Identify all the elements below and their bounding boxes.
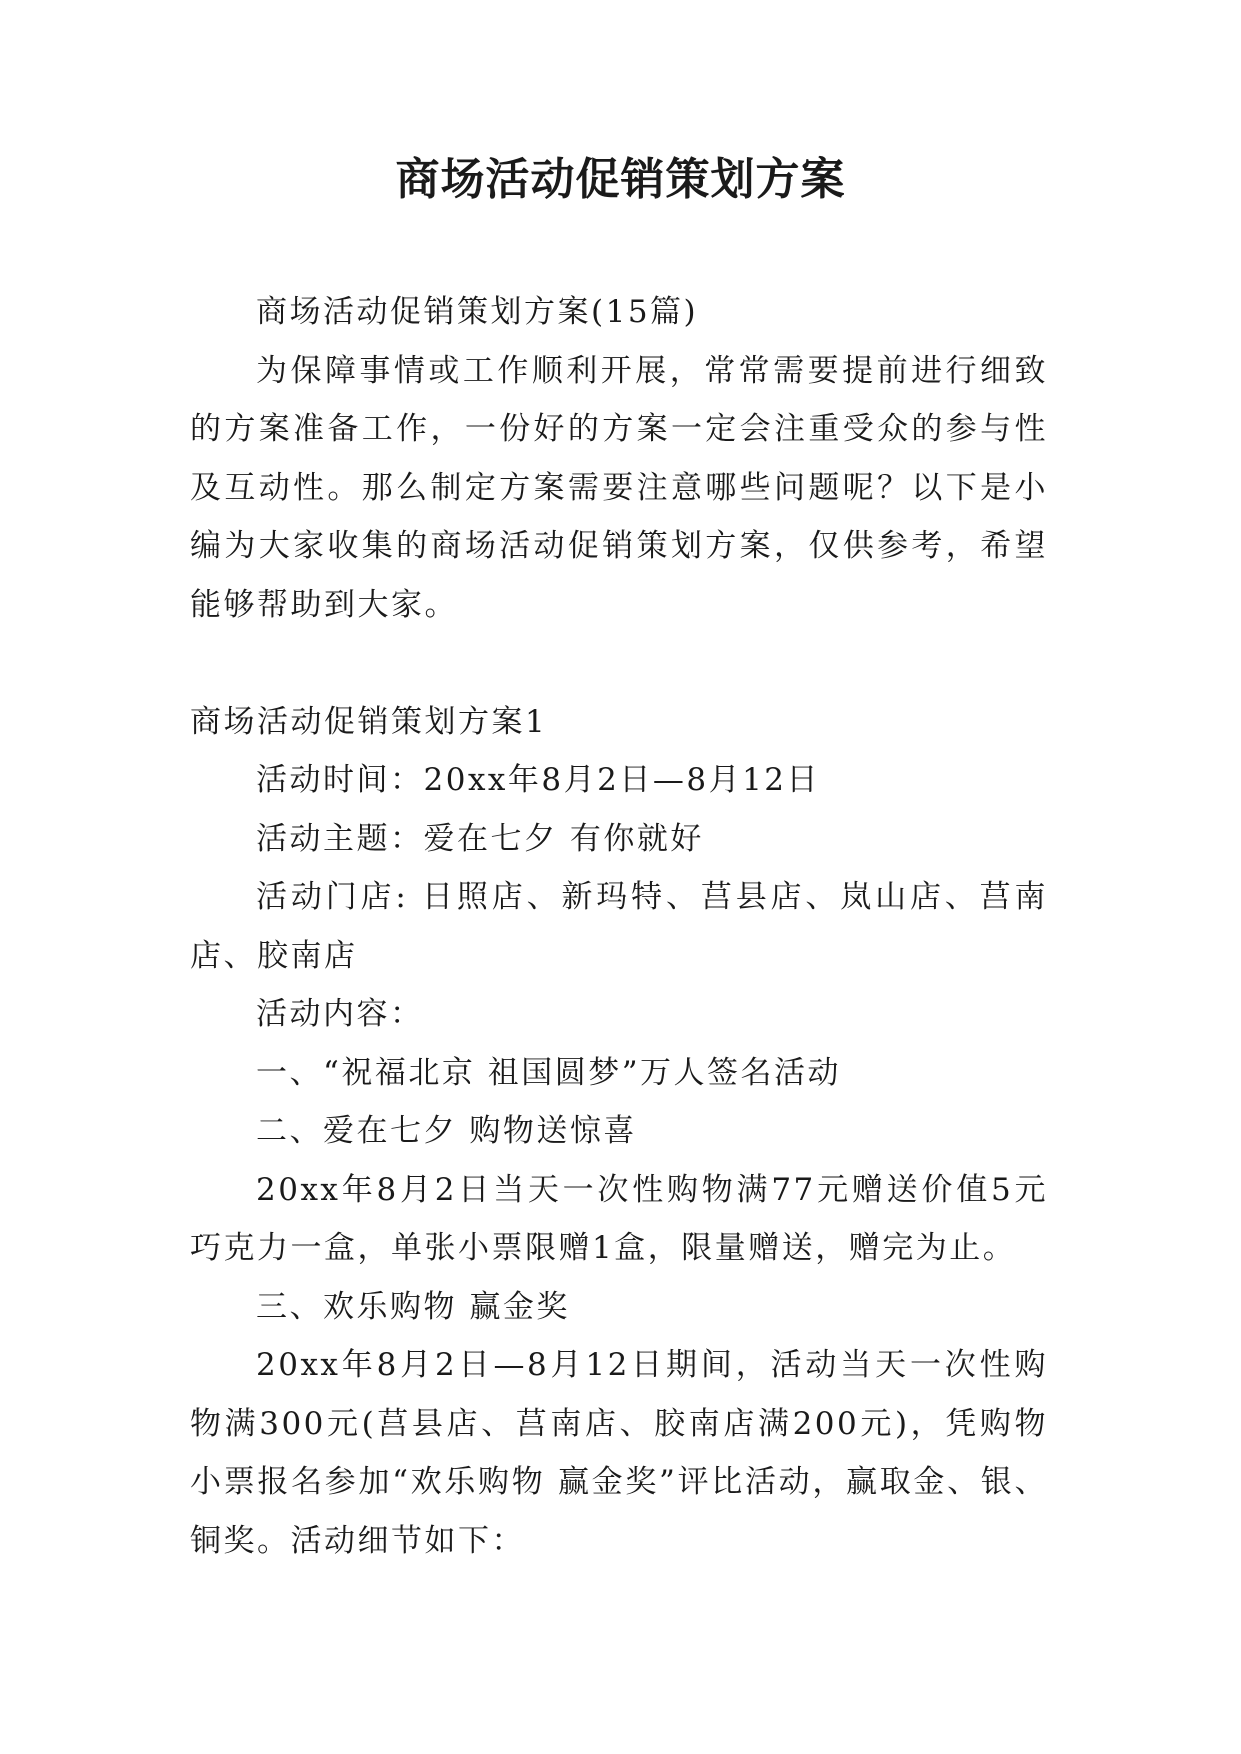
paragraph-intro: 为保障事情或工作顺利开展，常常需要提前进行细致的方案准备工作，一份好的方案一定会注重受众的参与性及互动性。那么制定方案需要注意哪些问题呢？以下是小编为大家收集的商场活动促销策划方案，仅供参考，希望能够帮助到大家。 bbox=[190, 352, 1048, 623]
paragraph-spacer bbox=[190, 634, 1048, 693]
activity-stores: 活动门店: 日照店、新玛特、莒县店、岚山店、莒南店、胶南店 bbox=[190, 879, 1048, 974]
activity-item-3-detail: 20xx年8月2日—8月12日期间，活动当天一次性购物满300元(莒县店、莒南店、胶南店满200元)，凭购物小票报名参加“欢乐购物 赢金奖”评比活动，赢取金、银、铜奖。活动细节如下： bbox=[190, 1347, 1048, 1559]
page-title: 商场活动促销策划方案 bbox=[395, 154, 846, 205]
activity-item-1: 一、“祝福北京 祖国圆梦”万人签名活动 bbox=[256, 1054, 842, 1091]
activity-item-3: 三、欢乐购物 赢金奖 bbox=[256, 1288, 570, 1325]
activity-item-2-detail: 20xx年8月2日当天一次性购物满77元赠送价值5元巧克力一盒，单张小票限赠1盒，限量赠送，赠完为止。 bbox=[190, 1171, 1048, 1266]
section-heading: 商场活动促销策划方案1 bbox=[190, 703, 548, 740]
paragraph-subtitle: 商场活动促销策划方案(15篇) bbox=[256, 294, 699, 330]
document-body bbox=[190, 283, 1048, 1570]
activity-content-label: 活动内容： bbox=[256, 996, 424, 1032]
activity-time: 活动时间：20xx年8月2日—8月12日 bbox=[256, 762, 821, 798]
activity-theme: 活动主题：爱在七夕 有你就好 bbox=[256, 820, 704, 857]
activity-item-2: 二、爱在七夕 购物送惊喜 bbox=[256, 1113, 637, 1149]
